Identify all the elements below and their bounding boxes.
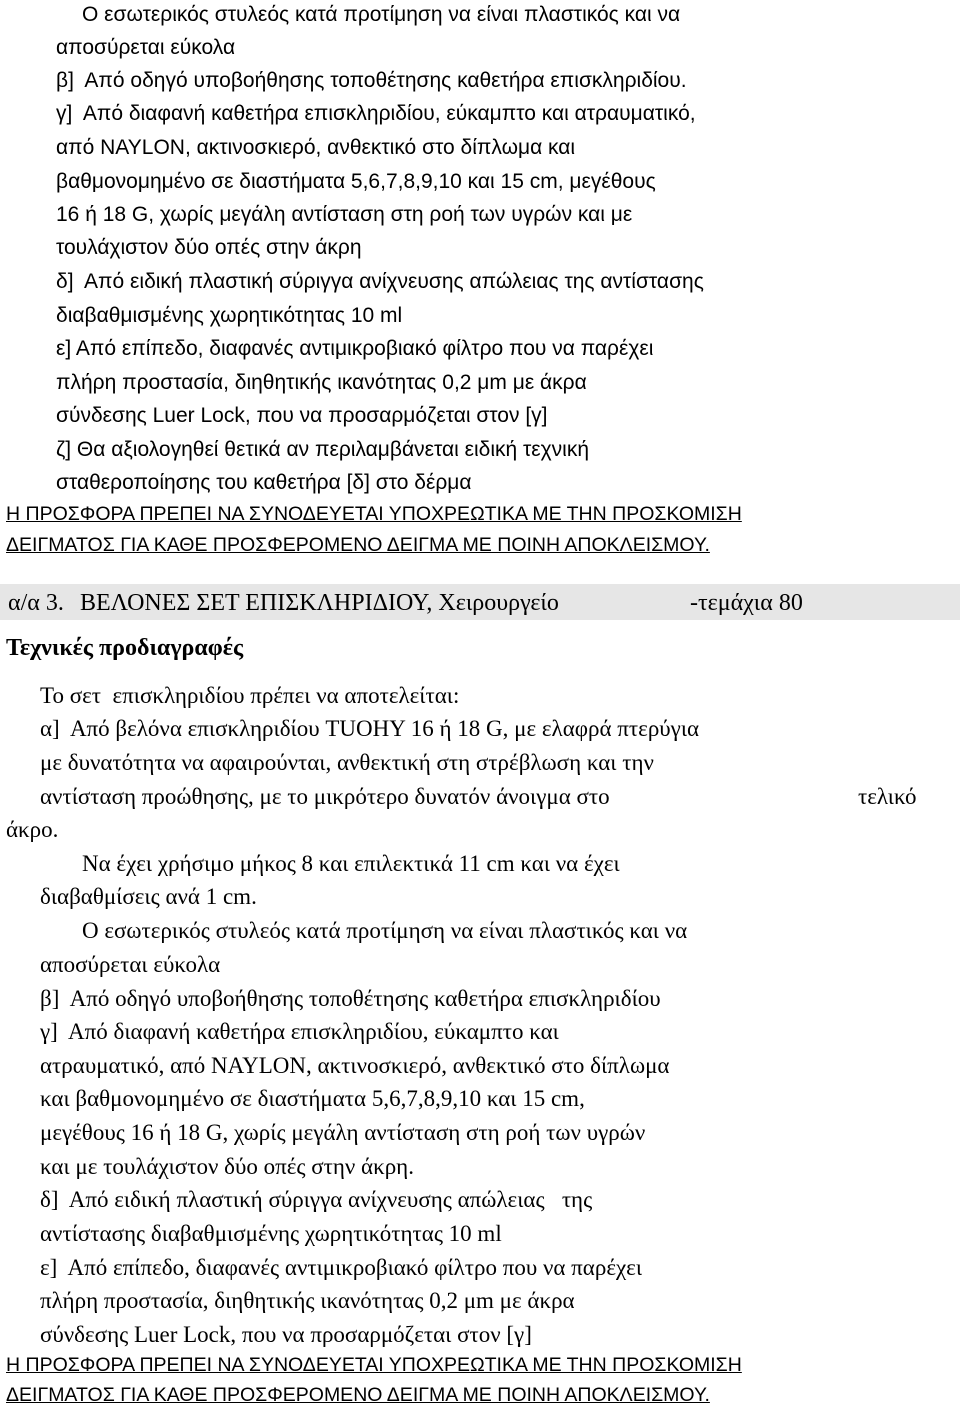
spec-line: άκρο.	[6, 817, 59, 842]
spec-line: ε] Από επίπεδο, διαφανές αντιμικροβιακό φίλτρο που να παρέχει	[40, 1255, 643, 1280]
spec-line: πλήρη προστασία, διηθητικής ικανότητας 0,2 μm με άκρα	[56, 371, 587, 394]
spec-line: αποσύρεται εύκολα	[40, 952, 221, 977]
spec-line: σταθεροποίησης του καθετήρα [δ] στο δέρμα	[56, 471, 472, 494]
spec-line: ε] Από επίπεδο, διαφανές αντιμικροβιακό φίλτρο που να παρέχει	[56, 337, 654, 360]
spec-line: αντίστασης διαβαθμισμένης χωρητικότητας 10 ml	[40, 1221, 502, 1246]
spec-line: από NAYLON, ακτινοσκιερό, ανθεκτικό στο δίπλωμα και	[56, 136, 576, 159]
notice-line: Η ΠΡΟΣΦΟΡΑ ΠΡΕΠΕΙ ΝΑ ΣΥΝΟΔΕΥΕΤΑΙ ΥΠΟΧΡΕΩΤΙΚΑ ΜΕ ΤΗΝ ΠΡΟΣΚΟΜΙΣΗ	[6, 1354, 742, 1376]
notice-line: ΔΕΙΓΜΑΤΟΣ ΓΙΑ ΚΑΘΕ ΠΡΟΣΦΕΡΟΜΕΝΟ ΔΕΙΓΜΑ ΜΕ ΠΟΙΝΗ ΑΠΟΚΛΕΙΣΜΟΥ.	[6, 534, 710, 556]
spec-line: διαβαθμίσεις ανά 1 cm.	[40, 884, 257, 909]
spec-line: Ο εσωτερικός στυλεός κατά προτίμηση να είναι πλαστικός και να	[82, 918, 688, 943]
spec-line: Ο εσωτερικός στυλεός κατά προτίμηση να είναι πλαστικός και να	[82, 3, 681, 26]
spec-line: και με τουλάχιστον δύο οπές στην άκρη.	[40, 1154, 414, 1179]
spec-line: και βαθμονομημένο σε διαστήματα 5,6,7,8,9,10 και 15 cm,	[40, 1086, 585, 1111]
spec-heading: Τεχνικές προδιαγραφές	[6, 635, 244, 661]
spec-line: τελικό	[858, 784, 917, 809]
spec-line: Το σετ επισκληριδίου πρέπει να αποτελείται:	[40, 683, 460, 708]
spec-line: ατραυματικό, από NAYLON, ακτινοσκιερό, ανθεκτικό στο δίπλωμα	[40, 1053, 670, 1078]
spec-line: Να έχει χρήσιμο μήκος 8 και επιλεκτικά 11 cm και να έχει	[82, 851, 620, 876]
notice-line: Η ΠΡΟΣΦΟΡΑ ΠΡΕΠΕΙ ΝΑ ΣΥΝΟΔΕΥΕΤΑΙ ΥΠΟΧΡΕΩΤΙΚΑ ΜΕ ΤΗΝ ΠΡΟΣΚΟΜΙΣΗ	[6, 503, 742, 525]
spec-line: γ] Από διαφανή καθετήρα επισκληριδίου, εύκαμπτο και	[40, 1019, 559, 1044]
spec-line: βαθμονομημένο σε διαστήματα 5,6,7,8,9,10 και 15 cm, μεγέθους	[56, 170, 656, 193]
spec-line: τουλάχιστον δύο οπές στην άκρη	[56, 236, 362, 259]
item-number: α/α 3.	[8, 590, 64, 616]
spec-line: β] Από οδηγό υποβοήθησης τοποθέτησης καθετήρα επισκληριδίου.	[56, 69, 687, 92]
item-quantity: -τεμάχια 80	[690, 590, 803, 616]
spec-line: δ] Από ειδική πλαστική σύριγγα ανίχνευσης απώλειας της	[40, 1187, 593, 1212]
spec-line: αντίσταση προώθησης, με το μικρότερο δυνατόν άνοιγμα στο	[40, 784, 610, 809]
spec-line: μεγέθους 16 ή 18 G, χωρίς μεγάλη αντίσταση στη ροή των υγρών	[40, 1120, 646, 1145]
spec-line: α] Από βελόνα επισκληριδίου TUOHY 16 ή 18 G, με ελαφρά πτερύγια	[40, 716, 700, 741]
spec-line: διαβαθμισμένης χωρητικότητας 10 ml	[56, 304, 403, 327]
spec-line: αποσύρεται εύκολα	[56, 36, 236, 59]
item-title: ΒΕΛΟΝΕΣ ΣΕΤ ΕΠΙΣΚΛΗΡΙΔΙΟΥ, Χειρουργείο	[80, 590, 559, 616]
spec-line: 16 ή 18 G, χωρίς μεγάλη αντίσταση στη ροή των υγρών και με	[56, 203, 633, 226]
spec-line: με δυνατότητα να αφαιρούνται, ανθεκτική στη στρέβλωση και την	[40, 750, 654, 775]
spec-line: σύνδεσης Luer Lock, που να προσαρμόζεται στον [γ]	[40, 1322, 532, 1347]
spec-line: δ] Από ειδική πλαστική σύριγγα ανίχνευσης απώλειας της αντίστασης	[56, 270, 704, 293]
notice-line: ΔΕΙΓΜΑΤΟΣ ΓΙΑ ΚΑΘΕ ΠΡΟΣΦΕΡΟΜΕΝΟ ΔΕΙΓΜΑ ΜΕ ΠΟΙΝΗ ΑΠΟΚΛΕΙΣΜΟΥ.	[6, 1384, 710, 1406]
spec-line: σύνδεσης Luer Lock, που να προσαρμόζεται στον [γ]	[56, 404, 548, 427]
spec-line: ζ] Θα αξιολογηθεί θετικά αν περιλαμβάνεται ειδική τεχνική	[56, 438, 590, 461]
spec-line: γ] Από διαφανή καθετήρα επισκληριδίου, εύκαμπτο και ατραυματικό,	[56, 102, 696, 125]
spec-line: πλήρη προστασία, διηθητικής ικανότητας 0,2 μm με άκρα	[40, 1288, 575, 1313]
spec-line: β] Από οδηγό υποβοήθησης τοποθέτησης καθετήρα επισκληριδίου	[40, 986, 661, 1011]
